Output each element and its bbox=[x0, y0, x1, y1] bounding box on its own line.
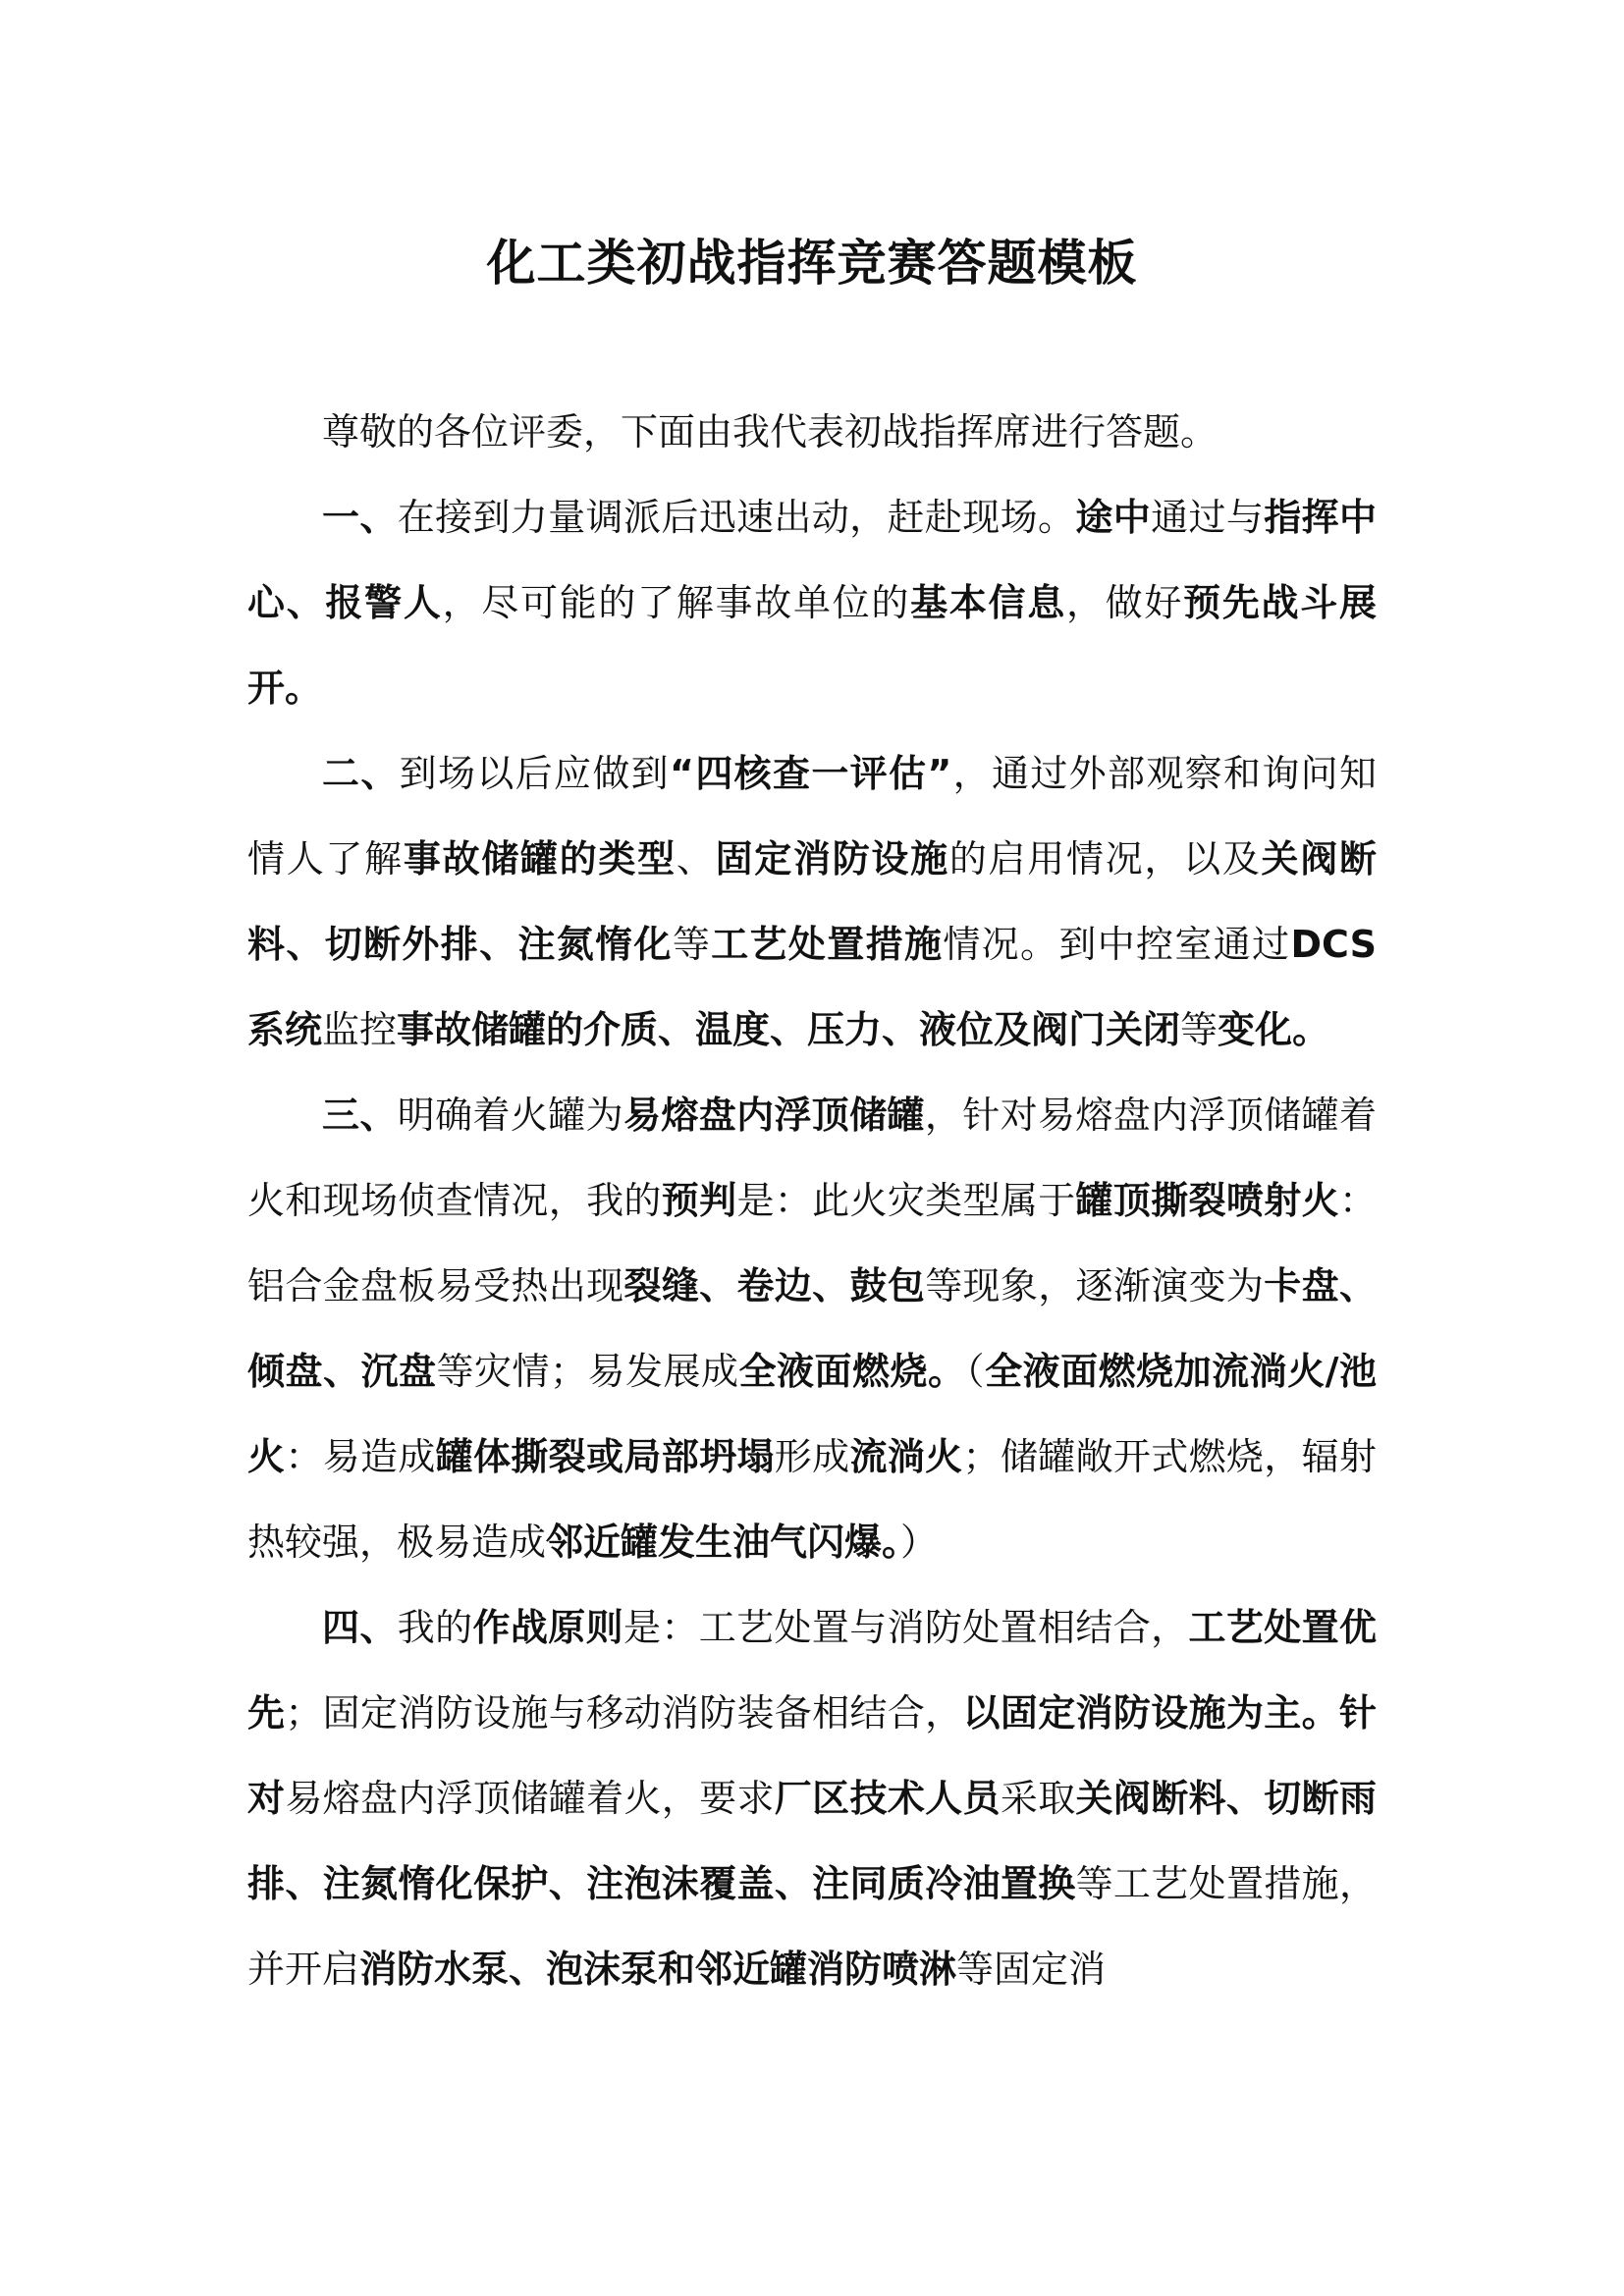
bold-text-segment: 二、 bbox=[322, 752, 400, 795]
text-segment: 在接到力量调派后迅速出动，赶赴现场。 bbox=[397, 496, 1076, 539]
text-segment: 形成 bbox=[774, 1435, 850, 1478]
text-segment: 等 bbox=[672, 923, 712, 966]
bold-text-segment: 流淌火 bbox=[849, 1435, 963, 1478]
bold-text-segment: 厂区技术人员 bbox=[774, 1777, 1001, 1820]
text-segment: 我的 bbox=[397, 1606, 473, 1649]
bold-text-segment: 事故储罐的介质、温度、压力、液位及阀门关闭 bbox=[397, 1008, 1181, 1051]
text-segment: 监控 bbox=[322, 1008, 398, 1051]
text-segment: （ bbox=[965, 1350, 986, 1393]
text-segment: 易熔盘内浮顶储罐着火，要求 bbox=[285, 1777, 775, 1820]
paragraph bbox=[247, 475, 1377, 731]
bold-text-segment: “四核查一评估” bbox=[670, 752, 952, 795]
text-segment: 明确着火罐为 bbox=[397, 1094, 623, 1137]
bold-text-segment: 消防水泵、泡沫泵和邻近罐消防喷淋 bbox=[359, 1948, 957, 1991]
bold-text-segment: 固定消防设施 bbox=[715, 837, 949, 881]
paragraph bbox=[247, 1585, 1377, 2012]
document-title: 化工类初战指挥竞赛答题模板 bbox=[486, 235, 1138, 292]
bold-text-segment: 易熔盘内浮顶储罐 bbox=[623, 1094, 925, 1137]
bold-text-segment: 预先战斗展开。 bbox=[247, 581, 1377, 710]
text-segment: 到场以后应做到 bbox=[399, 752, 671, 795]
text-segment: ：易造成 bbox=[285, 1435, 436, 1478]
bold-text-segment: 罐顶撕裂喷射火 bbox=[1075, 1179, 1339, 1222]
bold-text-segment: 罐体撕裂或局部坍塌 bbox=[435, 1435, 775, 1478]
bold-text-segment: 事故储罐的类型 bbox=[403, 837, 677, 881]
bold-text-segment: 关阀断料、切断外排、注氮惰化 bbox=[247, 837, 1377, 966]
text-segment: 采取 bbox=[1000, 1777, 1076, 1820]
bold-text-segment: 工艺处置措施 bbox=[711, 923, 944, 966]
text-segment: 通过与 bbox=[1151, 496, 1265, 539]
bold-text-segment: 指挥中心、报警人 bbox=[247, 496, 1377, 624]
bold-text-segment: 工艺处置优先 bbox=[247, 1606, 1377, 1735]
text-segment: ） bbox=[900, 1521, 939, 1564]
bold-text-segment: 途中 bbox=[1075, 496, 1152, 539]
bold-text-segment: 卡盘、倾盘、沉盘 bbox=[247, 1264, 1377, 1393]
text-segment: 等现象，逐渐演变为 bbox=[925, 1264, 1265, 1308]
bold-text-segment: 四、 bbox=[322, 1606, 398, 1649]
text-segment: ，做好 bbox=[1065, 581, 1184, 624]
text-segment: 、 bbox=[676, 837, 716, 881]
bold-text-segment: 一、 bbox=[322, 496, 398, 539]
bold-text-segment: 全液面燃烧。 bbox=[738, 1350, 966, 1393]
document-body bbox=[247, 390, 1377, 2012]
paragraph bbox=[247, 390, 1377, 475]
text-segment: ，针对易熔盘内浮顶储罐着火和现场侦查情况，我的 bbox=[247, 1094, 1377, 1222]
text-segment: 等工艺处置措施，并开启 bbox=[247, 1862, 1377, 1991]
paragraph bbox=[247, 731, 1377, 1073]
bold-text-segment: 三、 bbox=[322, 1094, 398, 1137]
text-segment: ：铝合金盘板易受热出现 bbox=[247, 1179, 1377, 1308]
bold-text-segment: 变化。 bbox=[1218, 1008, 1330, 1051]
text-segment: 等灾情；易发展成 bbox=[436, 1350, 739, 1393]
text-segment: ；储罐敞开式燃烧，辐射热较强，极易造成 bbox=[247, 1435, 1377, 1564]
text-segment: 的启用情况，以及 bbox=[948, 837, 1262, 881]
text-segment: 是：工艺处置与消防处置相结合， bbox=[623, 1606, 1189, 1649]
paragraph bbox=[247, 1073, 1377, 1585]
bold-text-segment: 邻近罐发生油气闪爆。 bbox=[546, 1521, 901, 1564]
text-segment: ，尽可能的了解事故单位的 bbox=[442, 581, 911, 624]
text-segment: 尊敬的各位评委，下面由我代表初战指挥席进行答题。 bbox=[322, 410, 1218, 454]
bold-text-segment: 关阀断料、切断雨排、注氮惰化保护、注泡沫覆盖、注同质冷油置换 bbox=[247, 1777, 1377, 1905]
bold-text-segment: 作战原则 bbox=[472, 1606, 623, 1649]
text-segment: ；固定消防设施与移动消防装备相结合， bbox=[285, 1691, 963, 1735]
bold-text-segment: 裂缝、卷边、鼓包 bbox=[623, 1264, 926, 1308]
text-segment: 等固定消 bbox=[956, 1948, 1107, 1991]
bold-text-segment: 以固定消防设施为主。针对 bbox=[247, 1691, 1377, 1820]
bold-text-segment: DCS 系统 bbox=[247, 923, 1377, 1051]
bold-text-segment: 预判 bbox=[661, 1179, 737, 1222]
bold-text-segment: 全液面燃烧加流淌火/池火 bbox=[247, 1350, 1377, 1478]
text-segment: 是：此火灾类型属于 bbox=[736, 1179, 1076, 1222]
text-segment: 情况。到中控室通过 bbox=[943, 923, 1291, 966]
text-segment: 等 bbox=[1180, 1008, 1218, 1051]
text-segment: ，通过外部观察和询问知情人了解 bbox=[247, 752, 1377, 881]
bold-text-segment: 基本信息 bbox=[910, 581, 1066, 624]
